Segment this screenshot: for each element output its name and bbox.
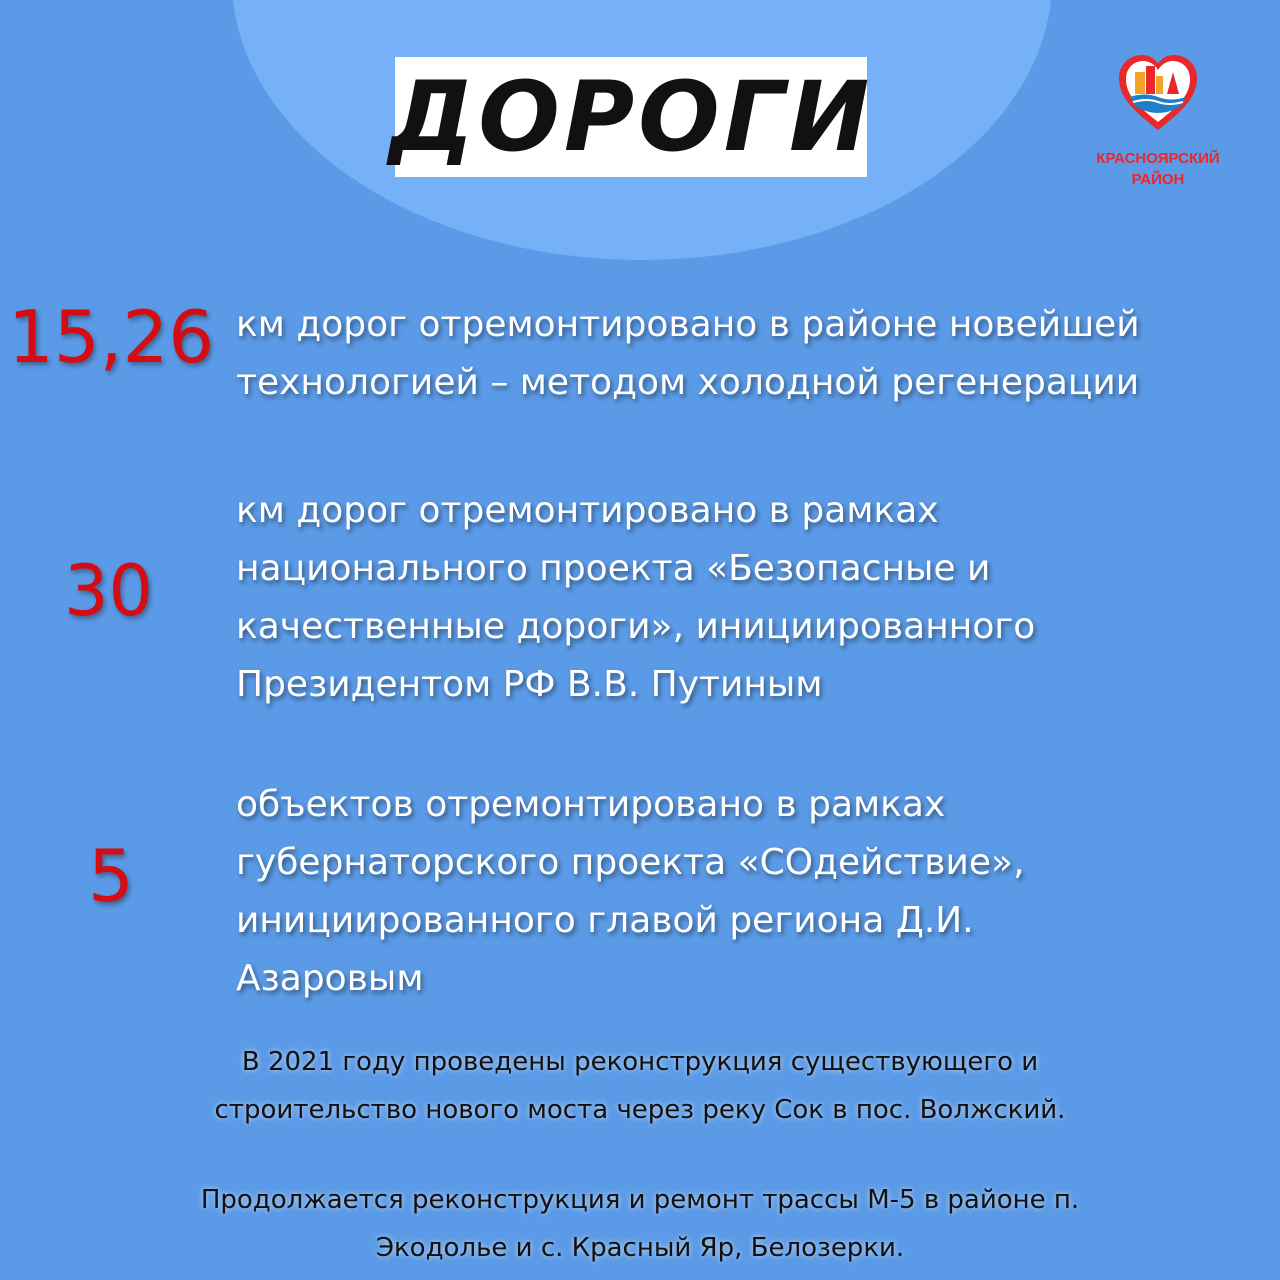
footer-line: Продолжается реконструкция и ремонт трассы М-5 в районе п. (200, 1185, 1080, 1215)
stat-number-3: 5 (88, 834, 134, 918)
logo-caption-line1: КРАСНОЯРСКИЙ (1096, 150, 1220, 167)
stat-text-line: км дорог отремонтировано в районе новейшей (236, 304, 1140, 345)
logo (1070, 50, 1246, 200)
heart-emblem-icon (1115, 50, 1201, 136)
title-banner (388, 57, 874, 177)
stat-number-2: 30 (64, 550, 154, 632)
stat-text-line: объектов отремонтировано в рамках (236, 784, 946, 825)
stat-text-3 (236, 776, 1025, 1008)
logo-caption (1070, 148, 1246, 190)
stat-text-line: губернаторского проекта «СОдействие», (236, 842, 1025, 883)
stat-text-line: технологией – методом холодной регенерации (236, 362, 1140, 403)
stat-text-line: качественные дороги», инициированного (236, 606, 1036, 647)
stat-text-line: национального проекта «Безопасные и (236, 548, 991, 589)
footer-line: строительство нового моста через реку Сок в пос. Волжский. (214, 1095, 1066, 1125)
page-title: ДОРОГИ (388, 61, 874, 173)
stat-number-1: 15,26 (8, 295, 215, 379)
footer-line: В 2021 году проведены реконструкция существующего и (241, 1047, 1039, 1077)
footer-paragraph-1 (60, 1038, 1220, 1134)
footer-line: Экодолье и с. Красный Яр, Белозерки. (375, 1233, 905, 1263)
stat-text-line: Азаровым (236, 958, 424, 999)
stat-text-line: Президентом РФ В.В. Путиным (236, 664, 823, 705)
stat-text-2 (236, 482, 1035, 714)
stat-text-line: инициированного главой региона Д.И. (236, 900, 974, 941)
stat-text-line: км дорог отремонтировано в рамках (236, 490, 939, 531)
logo-caption-line2: РАЙОН (1131, 171, 1185, 188)
stat-text-1 (236, 296, 1140, 412)
footer-paragraph-2 (60, 1176, 1220, 1272)
